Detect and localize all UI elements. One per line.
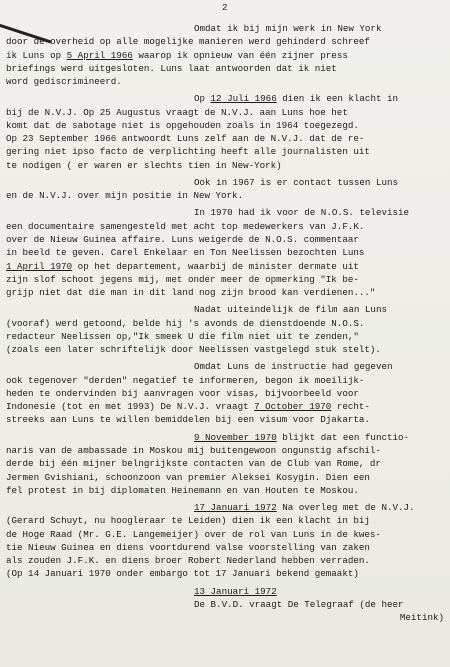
text-line bbox=[6, 62, 448, 75]
text-line bbox=[6, 119, 448, 132]
text-span: derde bij één mijner belngrijkste contacten van de Club van Rome, dr bbox=[6, 458, 381, 470]
text-span: recht- bbox=[331, 401, 370, 413]
text-span: Op bbox=[194, 93, 211, 105]
text-span: dien ik een klacht in bbox=[276, 93, 399, 105]
text-span: streeks aan Luns te willen bemiddelen bij een visum voor Djakarta. bbox=[6, 414, 370, 426]
text-span: als zouden J.F.K. en diens broer Robert Nederland hebben verraden. bbox=[6, 555, 370, 567]
text-span: Jermen Gvishiani, schoonzoon van premier Aleksei Kosygin. Dien een bbox=[6, 471, 370, 483]
text-line bbox=[6, 343, 448, 356]
text-span: Op 23 September 1966 antwoordt Luns zelf aan de N.V.J. dat de re- bbox=[6, 133, 365, 145]
text-line bbox=[6, 567, 448, 580]
text-line bbox=[6, 374, 448, 387]
text-line bbox=[6, 484, 448, 497]
underlined-date: 17 Januari 1972 bbox=[194, 502, 277, 514]
text-line bbox=[6, 206, 448, 219]
text-span: In 1970 had ik voor de N.O.S. televisie bbox=[194, 207, 410, 219]
text-line bbox=[6, 611, 448, 624]
text-line bbox=[6, 317, 448, 330]
underlined-date: 5 April 1966 bbox=[66, 49, 133, 61]
text-line bbox=[6, 22, 448, 35]
text-line bbox=[6, 75, 448, 88]
text-line bbox=[6, 106, 448, 119]
text-line bbox=[6, 457, 448, 470]
text-span: tie Nieuw Guinea en diens voortdurend valse voorstelling van zaken bbox=[6, 541, 370, 553]
text-line bbox=[6, 471, 448, 484]
text-line bbox=[6, 387, 448, 400]
underlined-date: 13 Januari 1972 bbox=[194, 585, 277, 597]
text-line bbox=[6, 528, 448, 541]
text-line bbox=[6, 273, 448, 286]
text-line bbox=[6, 554, 448, 567]
text-span: blijkt dat een functio- bbox=[276, 431, 410, 443]
text-span: (zoals een later schriftelijk door Neelissen vastgelegd stuk stelt). bbox=[6, 344, 381, 356]
text-span: en de N.V.J. over mijn positie in New York. bbox=[6, 190, 244, 202]
underlined-date: 9 November 1970 bbox=[194, 431, 277, 443]
text-span: over de Nieuw Guinea affaire. Luns weigerde de N.O.S. commentaar bbox=[6, 233, 359, 245]
text-span: (vooraf) werd getoond, belde hij 's avonds de dienstdoende N.O.S. bbox=[6, 317, 365, 329]
text-line bbox=[6, 49, 448, 62]
text-span: De B.V.D. vraagt De Telegraaf (de heer bbox=[194, 598, 404, 610]
text-span: een documentaire samengesteld met acht top medewerkers van J.F.K. bbox=[6, 220, 365, 232]
text-line bbox=[6, 189, 448, 202]
text-line bbox=[6, 246, 448, 259]
text-line bbox=[6, 444, 448, 457]
text-span: in beeld te geven. Carel Enkelaar en Ton Neelissen bezochten Luns bbox=[6, 247, 365, 259]
text-line bbox=[6, 233, 448, 246]
text-span: Ook in 1967 is er contact tussen Luns bbox=[194, 176, 398, 188]
text-span: Nadat uiteindelijk de film aan Luns bbox=[194, 304, 387, 316]
text-span: ik Luns op bbox=[6, 49, 67, 61]
text-line bbox=[6, 598, 448, 611]
text-span: (Gerard Schuyt, nu hoogleraar te Leiden) dien ik een klacht in bij bbox=[6, 515, 370, 527]
text-span: Omdat Luns de instructie had gegeven bbox=[194, 361, 393, 373]
text-span: word gediscrimineerd. bbox=[6, 76, 122, 88]
text-line bbox=[6, 176, 448, 189]
text-line bbox=[6, 431, 448, 444]
text-line bbox=[6, 159, 448, 172]
text-line bbox=[6, 260, 448, 273]
underlined-date: 12 Juli 1966 bbox=[210, 93, 277, 105]
page-number: 2 bbox=[222, 3, 228, 13]
text-line bbox=[6, 220, 448, 233]
text-span: gering niet ipso facto de verplichting heeft alle journalisten uit bbox=[6, 146, 370, 158]
text-line bbox=[6, 132, 448, 145]
text-span: fel protest in bij diplomaten Heinemann en van Houten te Moskou. bbox=[6, 484, 359, 496]
text-line bbox=[6, 92, 448, 105]
text-span: Indonesie (tot en met 1993) De N.V.J. vraagt bbox=[6, 401, 255, 413]
text-line bbox=[6, 35, 448, 48]
text-line bbox=[6, 400, 448, 413]
text-span: ook tegenover "derden" negatief te informeren, begon ik moeilijk- bbox=[6, 374, 365, 386]
text-span: Omdat ik bij mijn werk in New York bbox=[194, 23, 382, 34]
underlined-date: 1 April 1970 bbox=[6, 260, 73, 272]
text-span: te nodigen ( er waren er slechts tien in New-York) bbox=[6, 159, 282, 171]
text-line bbox=[6, 541, 448, 554]
text-span: heden te ondervinden bij aanvragen voor visas, bijvoorbeeld voor bbox=[6, 387, 359, 399]
text-span: zijn slof schoot jegens mij, met onder meer de opmerking "Ik be- bbox=[6, 273, 359, 285]
text-span: op het departement, waarbij de minister dermate uit bbox=[72, 260, 359, 272]
text-span: komt dat de sabotage niet is opgehouden zoals in 1964 toegezegd. bbox=[6, 119, 359, 131]
text-span: redacteur Neelissen op,"Ik smeek U die film niet uit te zenden," bbox=[6, 330, 359, 342]
text-span: (Op 14 Januari 1970 onder embargo tot 17 Januari bekend gemaakt) bbox=[6, 568, 359, 580]
text-line bbox=[6, 514, 448, 527]
text-line bbox=[6, 303, 448, 316]
text-line bbox=[6, 413, 448, 426]
text-line bbox=[6, 360, 448, 373]
text-line bbox=[6, 286, 448, 299]
text-line bbox=[6, 585, 448, 598]
text-span: grijp niet dat die man in dit land nog zijn brood kan verdienen..." bbox=[6, 287, 376, 299]
text-span: Meitink) bbox=[399, 612, 444, 624]
underlined-date: 7 October 1970 bbox=[254, 401, 332, 413]
text-span: bij de N.V.J. Op 25 Augustus vraagt de N.V.J. aan Luns hoe het bbox=[6, 106, 348, 118]
text-line bbox=[6, 330, 448, 343]
text-span: de Hoge Raad (Mr. G.E. Langemeijer) over de rol van Luns in de kwes- bbox=[6, 528, 381, 540]
text-span: waarop ik opnieuw van één zijner press bbox=[132, 49, 348, 61]
text-span: Na overleg met de N.V.J. bbox=[276, 502, 415, 514]
text-span: briefings werd uitgesloten. Luns laat antwoorden dat ik niet bbox=[6, 62, 337, 74]
text-line bbox=[6, 145, 448, 158]
text-span: naris van de ambassade in Moskou mij buitengewoon ongunstig afschil- bbox=[6, 444, 381, 456]
text-span: door de overheid op alle mogelijke manieren werd gehinderd schreef bbox=[6, 36, 370, 48]
document-body bbox=[6, 22, 448, 624]
text-line bbox=[6, 501, 448, 514]
